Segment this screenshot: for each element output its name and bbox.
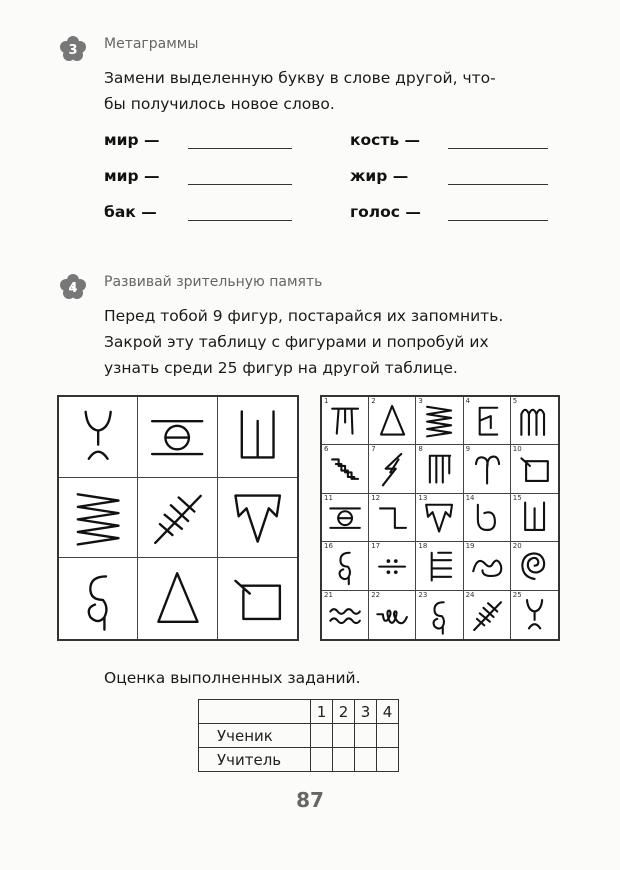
- figure-cell[interactable]: [59, 397, 138, 478]
- crossed-line-glyph-icon: [138, 478, 216, 558]
- funnel-glyph-icon: [218, 478, 297, 558]
- section-4-line-2: Закрой эту таблицу с фигурами и попробуй их: [104, 333, 489, 351]
- comb-glyph-icon: [416, 445, 462, 492]
- word-label: жир —: [350, 167, 409, 185]
- word-row: [350, 131, 420, 153]
- figure-cell[interactable]: [464, 591, 511, 639]
- figure-cell[interactable]: [138, 397, 217, 478]
- section-3-title: Метаграммы: [104, 36, 199, 52]
- section-3-instruction-line-1: Замени выделенную букву в слове другой, что-: [104, 69, 496, 87]
- table-row: [199, 724, 399, 748]
- score-cell[interactable]: [311, 748, 333, 772]
- trough-glyph-icon: [218, 397, 297, 477]
- word-label: кость —: [350, 131, 421, 149]
- figure-cell[interactable]: [138, 558, 217, 639]
- cell-number: 5: [512, 397, 518, 405]
- figure-cell[interactable]: [416, 542, 463, 590]
- memory-figures-grid: [57, 395, 299, 641]
- figure-cell[interactable]: [464, 397, 511, 445]
- column-header: 3: [355, 700, 377, 724]
- cell-number: 7: [371, 445, 376, 454]
- row-label-student: Ученик: [199, 724, 311, 748]
- column-header: 4: [377, 700, 399, 724]
- cell-number: 18: [418, 542, 428, 551]
- score-cell[interactable]: [355, 724, 377, 748]
- figure-cell[interactable]: [511, 591, 558, 639]
- cell-number: 16: [324, 542, 333, 551]
- trident-glyph-icon: [59, 397, 137, 477]
- word-row: [104, 167, 160, 189]
- cell-number: 25: [512, 590, 522, 599]
- figure-cell[interactable]: [218, 478, 297, 559]
- section-4-line-1: Перед тобой 9 фигур, постарайся их запомнить.: [104, 307, 504, 325]
- triple-arch-glyph-icon: [511, 397, 558, 444]
- section-3-instruction-line-2: бы получилось новое слово.: [104, 95, 335, 113]
- figure-cell[interactable]: [322, 542, 369, 590]
- column-header: 2: [333, 700, 355, 724]
- cell-number: 15: [512, 493, 522, 502]
- cell-number: 3: [418, 397, 423, 405]
- score-cell[interactable]: [333, 748, 355, 772]
- cell-number: 2: [371, 397, 376, 405]
- assessment-table: [198, 699, 399, 772]
- answer-blank[interactable]: [448, 220, 548, 221]
- section-4-badge-icon: [60, 274, 86, 300]
- figure-cell[interactable]: [322, 494, 369, 542]
- cell-number: 1: [324, 397, 329, 405]
- table-row: [199, 700, 399, 724]
- cell-number: 23: [418, 590, 428, 599]
- figure-cell[interactable]: [369, 397, 416, 445]
- cell-number: 19: [465, 542, 475, 551]
- word-row: [350, 167, 408, 189]
- hook-loop-glyph-icon: [59, 558, 137, 639]
- cell-number: 12: [371, 493, 381, 502]
- pi-glyph-icon: [322, 397, 368, 444]
- table-row: [199, 748, 399, 772]
- word-row: [104, 203, 157, 225]
- figure-cell[interactable]: [464, 494, 511, 542]
- word-row: [104, 131, 160, 153]
- score-cell[interactable]: [355, 748, 377, 772]
- figure-cell[interactable]: [218, 558, 297, 639]
- square-tail-glyph-icon: [218, 558, 297, 639]
- answer-blank[interactable]: [188, 220, 292, 221]
- column-header: 1: [311, 700, 333, 724]
- score-cell[interactable]: [377, 748, 399, 772]
- section-3-badge-icon: [60, 36, 86, 62]
- page-number: 87: [296, 788, 324, 812]
- triangle-glyph-icon: [369, 397, 415, 444]
- cell-number: 13: [418, 493, 428, 502]
- figure-cell[interactable]: [369, 591, 416, 639]
- score-cell[interactable]: [333, 724, 355, 748]
- figure-cell[interactable]: [369, 445, 416, 493]
- cell-number: 9: [465, 445, 471, 454]
- figure-cell[interactable]: [464, 445, 511, 493]
- cell-number: 17: [371, 542, 381, 551]
- search-figures-grid: [320, 395, 560, 641]
- circle-bar-glyph-icon: [138, 397, 216, 477]
- figure-cell[interactable]: [138, 478, 217, 559]
- word-label: мир —: [104, 131, 160, 149]
- figure-cell[interactable]: [322, 397, 369, 445]
- figure-cell[interactable]: [511, 445, 558, 493]
- assessment-title: Оценка выполненных заданий.: [104, 669, 361, 687]
- cell-number: 14: [465, 493, 475, 502]
- section-4-title: Развивай зрительную память: [104, 274, 323, 290]
- figure-cell[interactable]: [416, 445, 463, 493]
- figure-cell[interactable]: [416, 397, 463, 445]
- figure-cell[interactable]: [322, 445, 369, 493]
- answer-blank[interactable]: [188, 184, 292, 185]
- figure-cell[interactable]: [464, 542, 511, 590]
- cell-number: 4: [465, 397, 471, 405]
- cell-number: 10: [512, 445, 522, 454]
- zigzag-glyph-icon: [59, 478, 137, 558]
- cell-number: 24: [465, 590, 475, 599]
- cell-number: 21: [324, 590, 333, 599]
- figure-cell[interactable]: [416, 591, 463, 639]
- bolt-glyph-icon: [369, 445, 415, 492]
- figure-cell[interactable]: [369, 494, 416, 542]
- section-3-number: 3: [68, 43, 78, 58]
- figure-cell[interactable]: [511, 494, 558, 542]
- zigzag-glyph-icon: [416, 397, 462, 444]
- triangle-glyph-icon: [138, 558, 216, 639]
- row-label-teacher: Учитель: [199, 748, 311, 772]
- omega-glyph-icon: [464, 445, 510, 492]
- score-cell[interactable]: [377, 724, 399, 748]
- word-row: [350, 203, 421, 225]
- section-4-number: 4: [68, 281, 78, 296]
- figure-cell[interactable]: [218, 397, 297, 478]
- figure-cell[interactable]: [416, 494, 463, 542]
- figure-cell[interactable]: [59, 478, 138, 559]
- score-cell[interactable]: [311, 724, 333, 748]
- cell-number: 11: [324, 493, 333, 502]
- cell-number: 22: [371, 590, 381, 599]
- figure-cell[interactable]: [511, 397, 558, 445]
- figure-cell[interactable]: [369, 542, 416, 590]
- section-4-line-3: узнать среди 25 фигур на другой таблице.: [104, 359, 458, 377]
- word-label: мир —: [104, 167, 160, 185]
- answer-blank[interactable]: [448, 148, 548, 149]
- word-label: бак —: [104, 203, 157, 221]
- figure-cell[interactable]: [511, 542, 558, 590]
- answer-blank[interactable]: [448, 184, 548, 185]
- answer-blank[interactable]: [188, 148, 292, 149]
- cell-number: 8: [418, 445, 423, 454]
- figure-cell[interactable]: [322, 591, 369, 639]
- cell-number: 6: [324, 445, 329, 454]
- header-corner-cell: [199, 700, 311, 724]
- word-label: голос —: [350, 203, 421, 221]
- figure-cell[interactable]: [59, 558, 138, 639]
- stairs-glyph-icon: [322, 445, 368, 492]
- cell-number: 20: [512, 542, 522, 551]
- bracket-glyph-icon: [464, 397, 510, 444]
